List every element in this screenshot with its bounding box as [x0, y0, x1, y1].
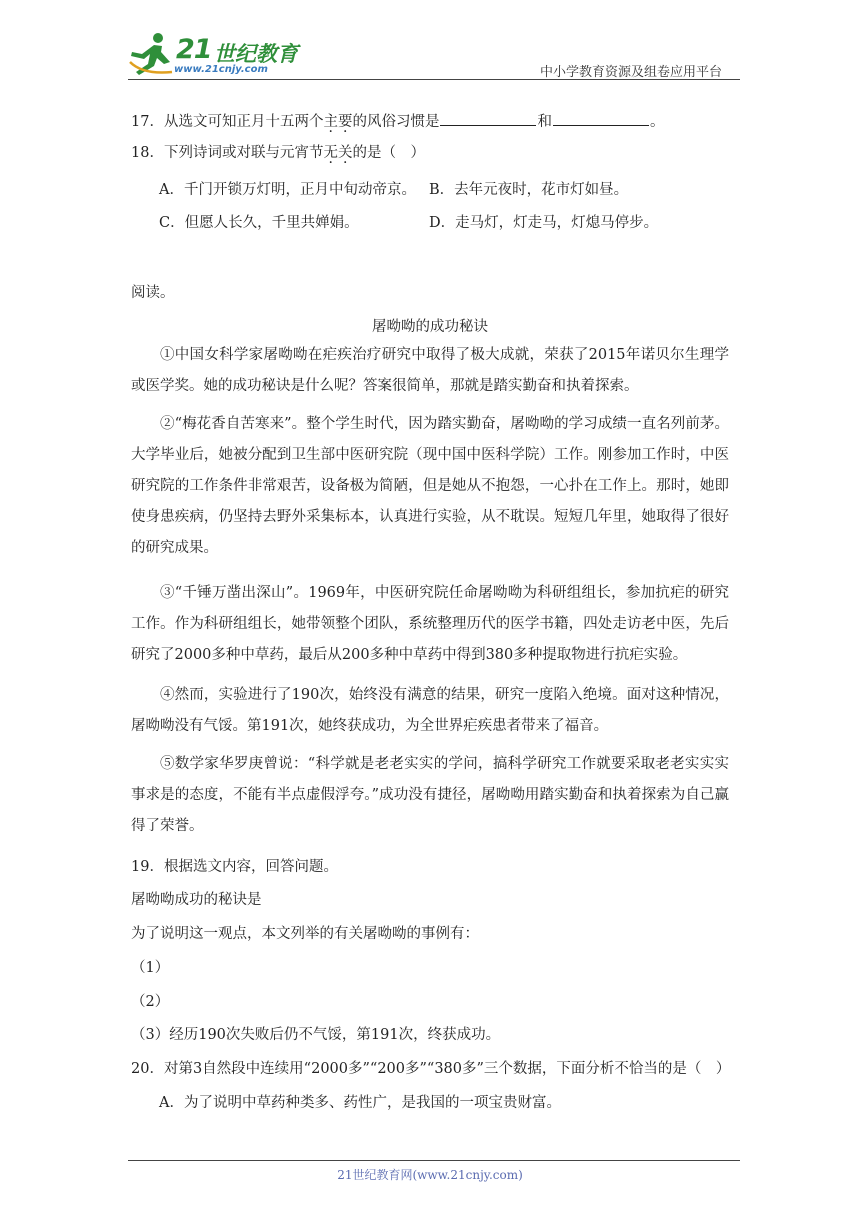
q17-and: 和: [537, 114, 552, 130]
answer-blank-1[interactable]: [440, 110, 536, 126]
essay-paragraph-1: ①中国女科学家屠呦呦在疟疾治疗研究中取得了极大成就，荣获了2015年诺贝尔生理学或医学奖。她的成功秘诀是什么呢？答案很简单，那就是踏实勤奋和执着探索。: [131, 347, 729, 394]
q17-end: 。: [649, 114, 665, 130]
q17-dotted-char-2: 要: [337, 114, 353, 130]
answer-blank-2[interactable]: [553, 110, 649, 126]
essay-title: 屠呦呦的成功秘诀: [372, 319, 488, 335]
essay-paragraph-2: ②“梅花香自苦寒来”。整个学生时代，因为踏实勤奋，屠呦呦的学习成绩一直名列前茅。大学毕业后，她被分配到卫生部中医研究院（现中国中医科学院）工作。刚参加工作时，中医研究院的工作条件非常艰苦，设备极为简陋，但是她从不抱怨，一心扑在工作上。那时，她即使身患疾病，仍坚持去野外采集标本，认真进行实验，从不耽误。短短几年里，她取得了很好的研究成果。: [131, 416, 729, 556]
q18-text-after: 的是（ ）: [352, 145, 425, 161]
footer-text[interactable]: 21世纪教育网(www.21cnjy.com): [337, 1168, 523, 1182]
q17-dotted-char-1: 主: [323, 114, 338, 130]
q18-option-a[interactable]: A．千门开锁万灯明，正月中旬动帝京。: [159, 182, 416, 198]
runner-logo-icon: [128, 32, 174, 76]
q19-line-secret: 屠呦呦成功的秘诀是: [131, 892, 262, 908]
logo: [128, 32, 298, 78]
essay-paragraph-3: ③“千锤万凿出深山”。1969年，中医研究院任命屠呦呦为科研组组长，参加抗疟的研究工作。作为科研组组长，她带领整个团队，系统整理历代的医学书籍，四处走访老中医，先后研究了2000多种中草药，最后从200多种中草药中得到380多种提取物进行抗疟实验。: [131, 585, 729, 663]
header-platform-text: 中小学教育资源及组卷应用平台: [539, 65, 722, 80]
q18-option-c[interactable]: C．但愿人长久，千里共婵娟。: [159, 215, 359, 231]
question-20: 20．对第3自然段中连续用“2000多”“200多”“380多”三个数据，下面分析不恰当的是（ ）: [131, 1061, 731, 1077]
q18-option-b[interactable]: B．去年元夜时，花市灯如昼。: [429, 182, 629, 198]
footer-divider: [128, 1160, 740, 1161]
q17-text-before: 从选文可知正月十五两个: [163, 114, 324, 130]
q18-dotted-char-1: 无: [323, 145, 338, 161]
logo-text: 世纪教育: [214, 42, 298, 66]
question-18: [131, 143, 425, 163]
q19-item-3: （3）经历190次失败后仍不气馁，第191次，终获成功。: [131, 1027, 501, 1043]
question-number: 17．: [131, 114, 164, 130]
q19-item-2[interactable]: （2）: [131, 994, 170, 1010]
q18-option-d[interactable]: D．走马灯，灯走马，灯熄马停步。: [429, 215, 659, 231]
q18-text-before: 下列诗词或对联与元宵节: [163, 145, 324, 161]
reading-label: 阅读。: [131, 285, 175, 301]
essay-paragraph-5: ⑤数学家华罗庚曾说：“科学就是老老实实的学问，搞科学研究工作就要采取老老实实实事求是的态度，不能有半点虚假浮夸。”成功没有捷径，屠呦呦用踏实勤奋和执着探索为自己赢得了荣誉。: [131, 756, 729, 834]
q18-dotted-char-2: 关: [337, 145, 353, 161]
question-19: 19．根据选文内容，回答问题。: [131, 859, 338, 875]
question-number: 18．: [131, 145, 164, 161]
q19-item-1[interactable]: （1）: [131, 960, 170, 976]
essay-paragraph-4: ④然而，实验进行了190次，始终没有满意的结果，研究一度陷入绝境。面对这种情况，屠呦呦没有气馁。第191次，她终获成功，为全世界疟疾患者带来了福音。: [131, 687, 729, 734]
header-divider: [128, 79, 740, 80]
q17-text-after: 的风俗习惯是: [352, 114, 440, 130]
logo-number: 21: [176, 34, 212, 65]
logo-url: www.21cnjy.com: [174, 64, 268, 75]
page-header: [128, 32, 740, 80]
q19-line-examples: 为了说明这一观点，本文列举的有关屠呦呦的事例有：: [131, 926, 479, 942]
q20-option-a[interactable]: A．为了说明中草药种类多、药性广，是我国的一项宝贵财富。: [159, 1095, 561, 1111]
question-17: [131, 110, 664, 132]
